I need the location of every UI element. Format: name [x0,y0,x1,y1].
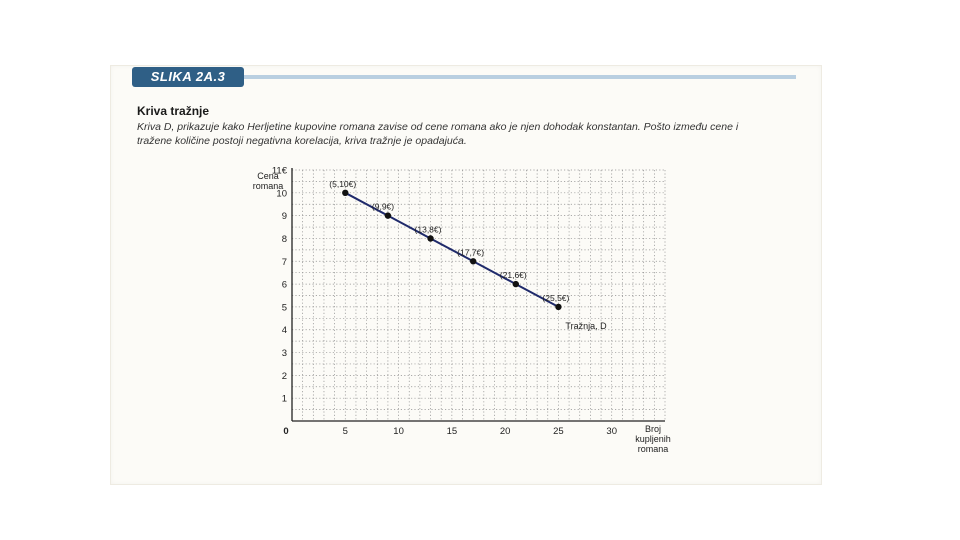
y-axis-title-line: Cena [257,171,279,181]
data-point [427,235,433,241]
x-tick-label: 10 [393,426,404,437]
x-tick-label: 20 [499,426,511,437]
data-point [513,281,519,287]
x-tick-label: 0 [283,426,289,437]
data-point [342,190,348,196]
y-tick-label: 8 [281,233,287,245]
chart-grid [292,170,665,421]
y-tick-label: 6 [281,279,287,291]
x-axis-title-line: kupljenih [635,434,671,444]
chart-axes [292,168,665,421]
x-tick-label: 30 [606,426,618,437]
y-tick-label: 3 [281,348,287,360]
y-tick-label: 1 [281,393,287,405]
y-tick-label: 9 [281,211,287,223]
y-tick-label: 10 [276,188,287,200]
x-tick-label: 25 [553,426,564,437]
data-point-label: (9,9€) [371,201,395,212]
data-point-label: (25,5€) [542,292,570,303]
y-tick-label: 5 [281,302,287,314]
y-axis-title-line: romana [252,181,284,191]
series-label: Tražnja, D [565,320,607,331]
figure-label: SLIKA 2A.3 [132,67,244,87]
x-tick-label: 5 [342,426,348,437]
chart-series [329,179,607,331]
data-point [470,258,476,264]
y-tick-label: 2 [281,370,287,382]
data-point [385,212,391,218]
x-axis-title-line: Broj [644,424,662,434]
chart-axis-titles [253,171,671,454]
caption-line-1: Kriva D, prikazuje kako Herljetine kupovine romana zavise od cene romana ako je njen dohodak konstantan. Pošto između cene i [137,121,739,133]
x-axis-title-line: romana [637,444,669,454]
x-tick-label: 15 [446,426,458,437]
caption-line-2: tražene količine postoji negativna korelacija, kriva tražnje je opadajuća. [137,135,467,147]
data-point-label: (5,10€) [329,178,357,189]
data-point-label: (21,6€) [499,270,527,281]
data-point-label: (17,7€) [457,247,485,258]
data-point-label: (13,8€) [414,224,442,235]
y-tick-label: 4 [281,325,287,337]
y-tick-label: 7 [281,256,287,268]
y-tick-label: 11€ [271,165,287,177]
data-point [555,304,561,310]
figure-title: Kriva tražnje [137,104,210,118]
